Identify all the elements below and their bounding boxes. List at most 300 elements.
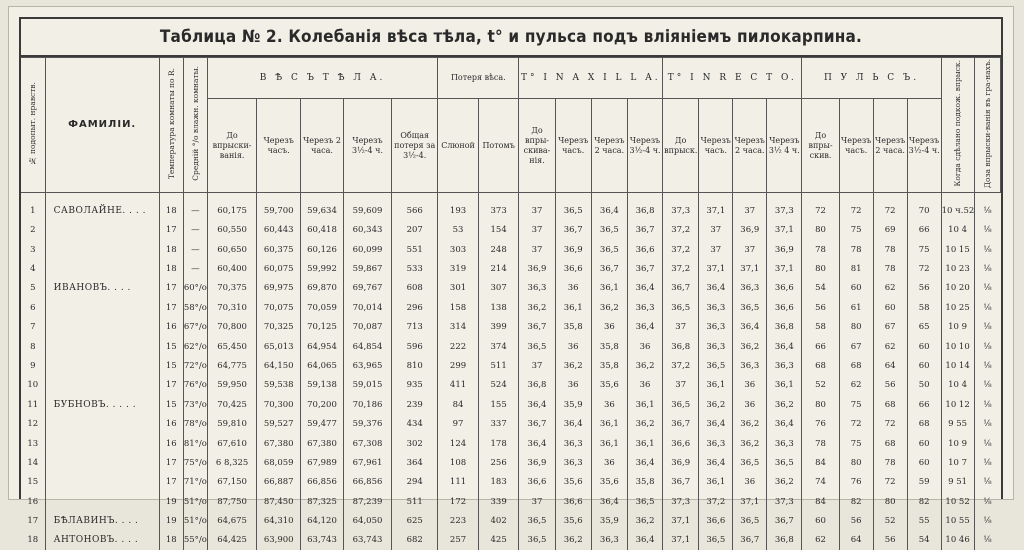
cell-w3: 63,743 bbox=[343, 531, 391, 550]
cell-r2: 36 bbox=[733, 376, 767, 395]
cell-r0: 36,5 bbox=[663, 395, 699, 414]
cell-p1: 60 bbox=[839, 279, 873, 298]
cell-n: 13 bbox=[27, 438, 39, 449]
cell-r2: 36,2 bbox=[733, 434, 767, 453]
cell-p0: 80 bbox=[802, 221, 839, 240]
cell-w1: 59,527 bbox=[257, 414, 301, 433]
cell-when: 10 25 bbox=[941, 298, 974, 317]
cell-w1: 60,075 bbox=[257, 259, 301, 278]
cell-a2: 36 bbox=[591, 395, 627, 414]
cell-a2: 36 bbox=[591, 453, 627, 472]
cell-p2: 78 bbox=[873, 259, 907, 278]
cell-name bbox=[45, 453, 159, 472]
cell-r3: 36,4 bbox=[767, 337, 802, 356]
cell-name bbox=[45, 434, 159, 453]
header-pulse-before: До впры-скив. bbox=[802, 99, 839, 193]
header-recto-group: T° I N R E C T O. bbox=[663, 58, 802, 99]
cell-p2: 52 bbox=[873, 511, 907, 530]
cell-t: 18 bbox=[159, 201, 183, 220]
cell-a0: 36,8 bbox=[519, 376, 555, 395]
cell-tl: 533 bbox=[392, 259, 438, 278]
cell-h: 51°/о bbox=[183, 492, 207, 511]
cell-sw: 373 bbox=[478, 201, 519, 220]
cell-t: 17 bbox=[159, 221, 183, 240]
cell-a0: 37 bbox=[519, 201, 555, 220]
table-frame bbox=[19, 17, 1003, 546]
cell-sw: 402 bbox=[478, 511, 519, 530]
cell-when: 10 20 bbox=[941, 279, 974, 298]
cell-p1: 72 bbox=[839, 414, 873, 433]
cell-r2: 36,7 bbox=[733, 531, 767, 550]
cell-w1: 60,443 bbox=[257, 221, 301, 240]
cell-r2: 37 bbox=[733, 201, 767, 220]
cell-n: 12 bbox=[27, 419, 39, 430]
cell-w2: 60,418 bbox=[301, 221, 344, 240]
cell-p1: 75 bbox=[839, 434, 873, 453]
cell-n: 14 bbox=[27, 457, 39, 468]
cell-w1: 59,538 bbox=[257, 376, 301, 395]
cell-a3: 36 bbox=[627, 376, 662, 395]
cell-r1: 36,1 bbox=[699, 473, 733, 492]
cell-a0: 36,3 bbox=[519, 279, 555, 298]
cell-n: 3 bbox=[30, 244, 36, 255]
cell-r3: 36,7 bbox=[767, 511, 802, 530]
table-row bbox=[21, 356, 1001, 375]
cell-p1: 78 bbox=[839, 240, 873, 259]
cell-w3: 67,308 bbox=[343, 434, 391, 453]
cell-a2: 36,1 bbox=[591, 279, 627, 298]
cell-dose: ⅛ bbox=[974, 337, 1000, 356]
cell-a1: 36,6 bbox=[555, 492, 591, 511]
cell-a1: 35,6 bbox=[555, 473, 591, 492]
cell-r1: 37,2 bbox=[699, 492, 733, 511]
cell-a1: 36,3 bbox=[555, 453, 591, 472]
cell-a2: 36,2 bbox=[591, 298, 627, 317]
header-pulse-group: П У Л Ь С Ъ. bbox=[802, 58, 941, 99]
cell-name bbox=[45, 492, 159, 511]
table-row bbox=[21, 453, 1001, 472]
cell-tl: 713 bbox=[392, 318, 438, 337]
cell-sw: 155 bbox=[478, 395, 519, 414]
cell-sw: 307 bbox=[478, 279, 519, 298]
table-row bbox=[21, 531, 1001, 550]
cell-w0: 6 8,325 bbox=[207, 453, 256, 472]
cell-n: 8 bbox=[30, 341, 36, 352]
cell-r3: 37,1 bbox=[767, 221, 802, 240]
cell-p0: 54 bbox=[802, 279, 839, 298]
cell-r3: 36,8 bbox=[767, 318, 802, 337]
cell-p3: 54 bbox=[907, 531, 941, 550]
table-row bbox=[21, 318, 1001, 337]
cell-r0: 36,7 bbox=[663, 473, 699, 492]
cell-w2: 67,380 bbox=[301, 434, 344, 453]
cell-h: — bbox=[183, 221, 207, 240]
cell-a1: 36,4 bbox=[555, 414, 591, 433]
cell-p1: 67 bbox=[839, 337, 873, 356]
cell-a2: 35,9 bbox=[591, 511, 627, 530]
cell-w0: 60,175 bbox=[207, 201, 256, 220]
cell-w2: 64,954 bbox=[301, 337, 344, 356]
cell-dose: ⅛ bbox=[974, 531, 1000, 550]
cell-when: 10 9 bbox=[941, 434, 974, 453]
cell-when: 10 7 bbox=[941, 453, 974, 472]
cell-p0: 52 bbox=[802, 376, 839, 395]
cell-w3: 87,239 bbox=[343, 492, 391, 511]
cell-p1: 82 bbox=[839, 492, 873, 511]
cell-a1: 36,7 bbox=[555, 221, 591, 240]
cell-a2: 36,1 bbox=[591, 434, 627, 453]
cell-r0: 36,9 bbox=[663, 453, 699, 472]
cell-r0: 36,7 bbox=[663, 279, 699, 298]
cell-p3: 66 bbox=[907, 395, 941, 414]
cell-r0: 37 bbox=[663, 376, 699, 395]
cell-h: — bbox=[183, 240, 207, 259]
cell-r0: 37,2 bbox=[663, 356, 699, 375]
cell-r2: 37,1 bbox=[733, 259, 767, 278]
cell-p3: 50 bbox=[907, 376, 941, 395]
cell-a1: 36,9 bbox=[555, 240, 591, 259]
cell-n: 18 bbox=[27, 535, 39, 546]
cell-p0: 62 bbox=[802, 531, 839, 550]
table-row bbox=[21, 240, 1001, 259]
cell-p0: 78 bbox=[802, 434, 839, 453]
cell-sw: 154 bbox=[478, 221, 519, 240]
cell-name: АНТОНОВЪ. . . . bbox=[45, 531, 159, 550]
cell-r1: 36,4 bbox=[699, 453, 733, 472]
cell-r3: 36,4 bbox=[767, 414, 802, 433]
cell-name bbox=[45, 221, 159, 240]
cell-r1: 36,3 bbox=[699, 337, 733, 356]
cell-r1: 36,5 bbox=[699, 531, 733, 550]
header-weight-group: В Ѣ С Ъ Т Ѣ Л А. bbox=[207, 58, 437, 99]
cell-p3: 65 bbox=[907, 318, 941, 337]
table-row bbox=[21, 298, 1001, 317]
cell-a0: 36,7 bbox=[519, 414, 555, 433]
cell-r2: 37,1 bbox=[733, 492, 767, 511]
cell-a1: 36,2 bbox=[555, 356, 591, 375]
cell-r1: 36,6 bbox=[699, 511, 733, 530]
cell-name bbox=[45, 298, 159, 317]
cell-a3: 36,4 bbox=[627, 531, 662, 550]
cell-sw: 399 bbox=[478, 318, 519, 337]
cell-sl: 193 bbox=[438, 201, 479, 220]
cell-h: — bbox=[183, 259, 207, 278]
cell-t: 15 bbox=[159, 395, 183, 414]
cell-a2: 36,1 bbox=[591, 414, 627, 433]
cell-w0: 60,400 bbox=[207, 259, 256, 278]
cell-r0: 37,3 bbox=[663, 201, 699, 220]
cell-name bbox=[45, 356, 159, 375]
cell-tl: 207 bbox=[392, 221, 438, 240]
table-row bbox=[21, 492, 1001, 511]
cell-r2: 36,4 bbox=[733, 318, 767, 337]
cell-a0: 36,9 bbox=[519, 453, 555, 472]
header-weight-3-4h: Черезъ 3½-4 ч. bbox=[343, 99, 391, 193]
cell-w2: 70,059 bbox=[301, 298, 344, 317]
cell-w0: 64,425 bbox=[207, 531, 256, 550]
cell-name bbox=[45, 414, 159, 433]
cell-tl: 935 bbox=[392, 376, 438, 395]
cell-t: 17 bbox=[159, 279, 183, 298]
table-row bbox=[21, 511, 1001, 530]
header-weight-before: До впрыски-ванія. bbox=[207, 99, 256, 193]
cell-a2: 36,7 bbox=[591, 259, 627, 278]
cell-w1: 68,059 bbox=[257, 453, 301, 472]
cell-r1: 36,3 bbox=[699, 298, 733, 317]
table-row bbox=[21, 259, 1001, 278]
cell-r2: 36,3 bbox=[733, 279, 767, 298]
cell-a3: 36,2 bbox=[627, 511, 662, 530]
table-row bbox=[21, 434, 1001, 453]
cell-r1: 37,1 bbox=[699, 201, 733, 220]
cell-w3: 66,856 bbox=[343, 473, 391, 492]
cell-sl: 53 bbox=[438, 221, 479, 240]
cell-w2: 69,870 bbox=[301, 279, 344, 298]
cell-r1: 36,4 bbox=[699, 414, 733, 433]
cell-a3: 36,4 bbox=[627, 318, 662, 337]
cell-w1: 60,375 bbox=[257, 240, 301, 259]
cell-r0: 37,3 bbox=[663, 492, 699, 511]
cell-a0: 37 bbox=[519, 240, 555, 259]
cell-n: 16 bbox=[27, 496, 39, 507]
header-pulse-2h: Черезъ 2 часа. bbox=[873, 99, 907, 193]
cell-p1: 76 bbox=[839, 473, 873, 492]
cell-a2: 36,4 bbox=[591, 201, 627, 220]
cell-r1: 37 bbox=[699, 240, 733, 259]
cell-w1: 65,013 bbox=[257, 337, 301, 356]
cell-h: 72°/о bbox=[183, 356, 207, 375]
cell-p0: 80 bbox=[802, 395, 839, 414]
cell-p1: 68 bbox=[839, 356, 873, 375]
cell-p3: 60 bbox=[907, 337, 941, 356]
cell-sl: 124 bbox=[438, 434, 479, 453]
cell-p2: 56 bbox=[873, 376, 907, 395]
cell-w0: 70,425 bbox=[207, 395, 256, 414]
cell-r0: 37,1 bbox=[663, 531, 699, 550]
cell-name bbox=[45, 318, 159, 337]
cell-t: 19 bbox=[159, 492, 183, 511]
cell-a2: 36,3 bbox=[591, 531, 627, 550]
cell-tl: 239 bbox=[392, 395, 438, 414]
cell-w0: 70,375 bbox=[207, 279, 256, 298]
cell-p3: 60 bbox=[907, 356, 941, 375]
cell-r2: 36 bbox=[733, 473, 767, 492]
cell-a2: 35,6 bbox=[591, 376, 627, 395]
header-humidity: Средній °/о влажн. комнаты. bbox=[183, 58, 207, 193]
cell-h: 76°/о bbox=[183, 376, 207, 395]
cell-sw: 256 bbox=[478, 453, 519, 472]
cell-when: 10 10 bbox=[941, 337, 974, 356]
cell-when: 9 51 bbox=[941, 473, 974, 492]
cell-n: 5 bbox=[30, 283, 36, 294]
cell-p1: 75 bbox=[839, 395, 873, 414]
header-pulse-1h: Черезъ часъ. bbox=[839, 99, 873, 193]
cell-w0: 70,310 bbox=[207, 298, 256, 317]
cell-r1: 36,3 bbox=[699, 318, 733, 337]
cell-r0: 36,7 bbox=[663, 414, 699, 433]
cell-w0: 65,450 bbox=[207, 337, 256, 356]
cell-dose: ⅛ bbox=[974, 298, 1000, 317]
cell-when: 9 55 bbox=[941, 414, 974, 433]
cell-h: 81°/о bbox=[183, 434, 207, 453]
cell-sw: 425 bbox=[478, 531, 519, 550]
cell-w1: 64,310 bbox=[257, 511, 301, 530]
cell-a1: 36 bbox=[555, 279, 591, 298]
cell-p2: 78 bbox=[873, 453, 907, 472]
cell-p1: 62 bbox=[839, 376, 873, 395]
cell-tl: 364 bbox=[392, 453, 438, 472]
cell-a0: 36,5 bbox=[519, 531, 555, 550]
cell-p0: 58 bbox=[802, 318, 839, 337]
cell-r1: 36,3 bbox=[699, 434, 733, 453]
cell-p3: 68 bbox=[907, 414, 941, 433]
cell-p3: 58 bbox=[907, 298, 941, 317]
cell-h: — bbox=[183, 201, 207, 220]
cell-p2: 67 bbox=[873, 318, 907, 337]
cell-dose: ⅛ bbox=[974, 473, 1000, 492]
cell-t: 15 bbox=[159, 337, 183, 356]
cell-w3: 59,376 bbox=[343, 414, 391, 433]
cell-dose: ⅛ bbox=[974, 221, 1000, 240]
cell-a1: 36 bbox=[555, 376, 591, 395]
cell-p1: 72 bbox=[839, 201, 873, 220]
header-recto-before: До впрыск. bbox=[663, 99, 699, 193]
cell-w3: 63,965 bbox=[343, 356, 391, 375]
cell-a3: 35,8 bbox=[627, 473, 662, 492]
cell-a0: 36,9 bbox=[519, 259, 555, 278]
cell-when: 10 15 bbox=[941, 240, 974, 259]
cell-p2: 72 bbox=[873, 201, 907, 220]
cell-n: 10 bbox=[27, 380, 39, 391]
cell-a3: 36,7 bbox=[627, 221, 662, 240]
cell-dose: ⅛ bbox=[974, 318, 1000, 337]
cell-when: 10 14 bbox=[941, 356, 974, 375]
cell-a3: 36,1 bbox=[627, 395, 662, 414]
cell-a0: 36,5 bbox=[519, 511, 555, 530]
cell-dose: ⅛ bbox=[974, 511, 1000, 530]
cell-a3: 36,8 bbox=[627, 201, 662, 220]
cell-tl: 434 bbox=[392, 414, 438, 433]
cell-r2: 36,5 bbox=[733, 298, 767, 317]
cell-t: 16 bbox=[159, 414, 183, 433]
cell-w3: 70,186 bbox=[343, 395, 391, 414]
cell-w2: 66,856 bbox=[301, 473, 344, 492]
cell-a2: 35,6 bbox=[591, 473, 627, 492]
cell-a3: 36,4 bbox=[627, 453, 662, 472]
cell-a3: 36,6 bbox=[627, 240, 662, 259]
cell-sl: 301 bbox=[438, 279, 479, 298]
cell-r3: 36,1 bbox=[767, 376, 802, 395]
cell-p3: 59 bbox=[907, 473, 941, 492]
cell-p3: 56 bbox=[907, 279, 941, 298]
cell-a1: 36,5 bbox=[555, 201, 591, 220]
cell-t: 17 bbox=[159, 376, 183, 395]
cell-n: 7 bbox=[30, 322, 36, 333]
cell-p2: 69 bbox=[873, 221, 907, 240]
cell-sl: 257 bbox=[438, 531, 479, 550]
cell-t: 16 bbox=[159, 434, 183, 453]
cell-p0: 60 bbox=[802, 511, 839, 530]
cell-r0: 36,6 bbox=[663, 434, 699, 453]
table-row bbox=[21, 201, 1001, 220]
cell-r0: 37 bbox=[663, 318, 699, 337]
cell-t: 18 bbox=[159, 531, 183, 550]
cell-h: 73°/о bbox=[183, 395, 207, 414]
cell-p1: 75 bbox=[839, 221, 873, 240]
cell-n: 1 bbox=[30, 205, 36, 216]
cell-a0: 36,5 bbox=[519, 337, 555, 356]
cell-dose: ⅛ bbox=[974, 434, 1000, 453]
cell-dose: ⅛ bbox=[974, 356, 1000, 375]
cell-name: БѢЛАВИНЪ. . . . bbox=[45, 511, 159, 530]
header-pulse-3-4h: Черезъ 3½-4 ч. bbox=[907, 99, 941, 193]
cell-r1: 37,1 bbox=[699, 259, 733, 278]
cell-r2: 36 bbox=[733, 395, 767, 414]
cell-n: 2 bbox=[30, 225, 36, 236]
cell-p3: 60 bbox=[907, 453, 941, 472]
cell-p3: 66 bbox=[907, 221, 941, 240]
cell-a3: 36,7 bbox=[627, 259, 662, 278]
cell-sw: 183 bbox=[478, 473, 519, 492]
cell-w0: 59,810 bbox=[207, 414, 256, 433]
table-row bbox=[21, 473, 1001, 492]
cell-r1: 36,2 bbox=[699, 395, 733, 414]
cell-t: 15 bbox=[159, 356, 183, 375]
cell-sl: 222 bbox=[438, 337, 479, 356]
cell-a2: 36,4 bbox=[591, 492, 627, 511]
cell-tl: 296 bbox=[392, 298, 438, 317]
header-spacer bbox=[21, 193, 1001, 202]
cell-tl: 294 bbox=[392, 473, 438, 492]
cell-r3: 36,3 bbox=[767, 434, 802, 453]
cell-a0: 36,4 bbox=[519, 395, 555, 414]
cell-w2: 87,325 bbox=[301, 492, 344, 511]
cell-tl: 810 bbox=[392, 356, 438, 375]
cell-p1: 61 bbox=[839, 298, 873, 317]
cell-p0: 66 bbox=[802, 337, 839, 356]
cell-a3: 36 bbox=[627, 337, 662, 356]
cell-r1: 37 bbox=[699, 221, 733, 240]
cell-w2: 59,138 bbox=[301, 376, 344, 395]
cell-dose: ⅛ bbox=[974, 453, 1000, 472]
cell-a1: 36,6 bbox=[555, 259, 591, 278]
cell-a3: 36,2 bbox=[627, 356, 662, 375]
cell-n: 11 bbox=[27, 399, 39, 410]
cell-p3: 60 bbox=[907, 434, 941, 453]
cell-tl: 596 bbox=[392, 337, 438, 356]
cell-p0: 56 bbox=[802, 298, 839, 317]
cell-sl: 411 bbox=[438, 376, 479, 395]
cell-w2: 64,065 bbox=[301, 356, 344, 375]
header-surname: ФАМИЛІИ. bbox=[45, 58, 159, 193]
cell-sw: 511 bbox=[478, 356, 519, 375]
cell-sl: 299 bbox=[438, 356, 479, 375]
cell-a0: 36,2 bbox=[519, 298, 555, 317]
cell-w2: 63,743 bbox=[301, 531, 344, 550]
cell-h: 51°/о bbox=[183, 511, 207, 530]
cell-p0: 76 bbox=[802, 414, 839, 433]
table-row bbox=[21, 376, 1001, 395]
cell-w2: 59,992 bbox=[301, 259, 344, 278]
cell-when: 10 52 bbox=[941, 492, 974, 511]
cell-r3: 36,8 bbox=[767, 531, 802, 550]
cell-w1: 59,700 bbox=[257, 201, 301, 220]
cell-p3: 70 bbox=[907, 201, 941, 220]
cell-r3: 37,3 bbox=[767, 201, 802, 220]
table-row bbox=[21, 395, 1001, 414]
cell-a0: 36,6 bbox=[519, 473, 555, 492]
cell-a3: 36,3 bbox=[627, 298, 662, 317]
